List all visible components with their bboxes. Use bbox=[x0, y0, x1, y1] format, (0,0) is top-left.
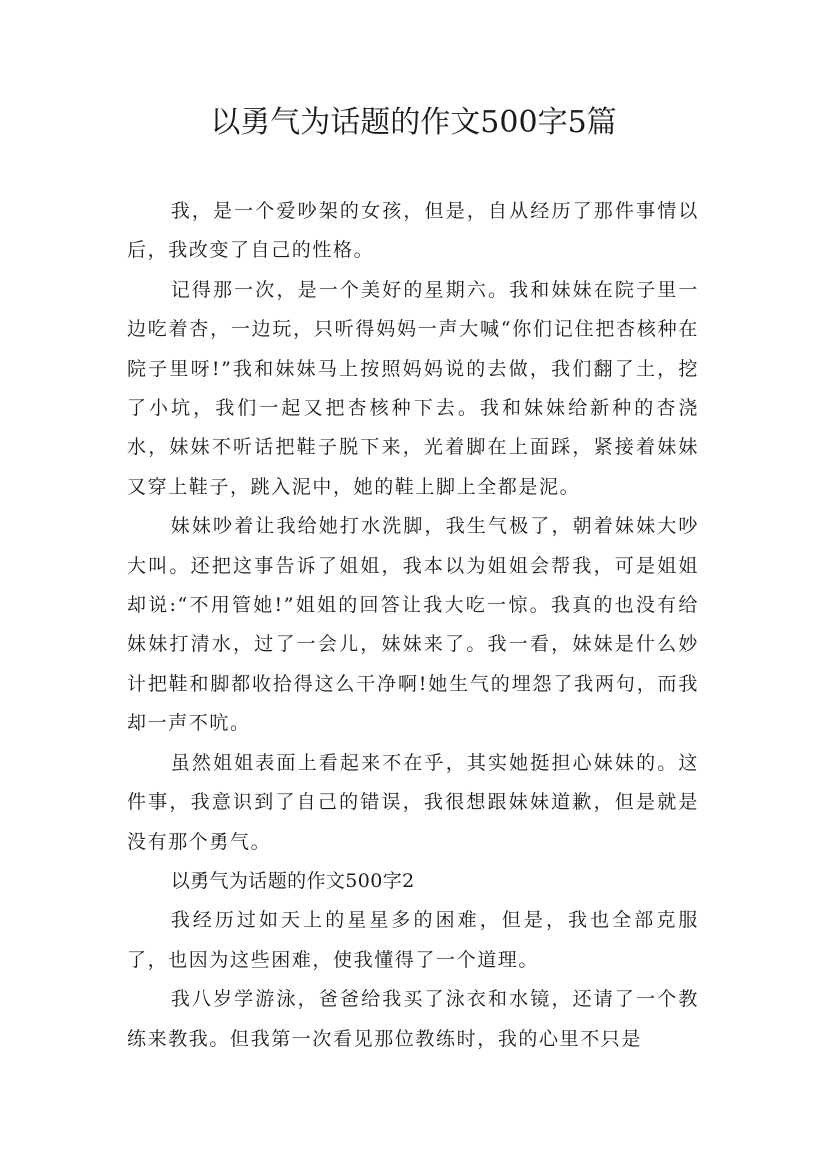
document-body bbox=[127, 192, 699, 1059]
paragraph: 我，是一个爱吵架的女孩，但是，自从经历了那件事情以后，我改变了自己的性格。 bbox=[127, 200, 699, 262]
paragraph: 虽然姐姐表面上看起来不在乎，其实她挺担心妹妹的。这件事，我意识到了自己的错误，我很想跟妹妹道歉，但是就是没有那个勇气。 bbox=[127, 751, 699, 853]
section-heading: 以勇气为话题的作文500字2 bbox=[170, 869, 415, 892]
paragraph: 我经历过如天上的星星多的困难，但是，我也全部克服了，也因为这些困难，使我懂得了一个道理。 bbox=[127, 909, 699, 971]
paragraph: 妹妹吵着让我给她打水洗脚，我生气极了，朝着妹妹大吵大叫。还把这事告诉了姐姐，我本以为姐姐会帮我，可是姐姐却说:“不用管她!”姐姐的回答让我大吃一惊。我真的也没有给妹妹打清水，过了一会儿，妹妹来了。我一看，妹妹是什么妙计把鞋和脚都收拾得这么干净啊!她生气的埋怨了我两句，而我却一声不吭。 bbox=[127, 515, 699, 735]
paragraph: 记得那一次，是一个美好的星期六。我和妹妹在院子里一边吃着杏，一边玩，只听得妈妈一声大喊“你们记住把杏核种在院子里呀!”我和妹妹马上按照妈妈说的去做，我们翻了土，挖了小坑，我们一起又把杏核种下去。我和妹妹给新种的杏浇水，妹妹不听话把鞋子脱下来，光着脚在上面踩，紧接着妹妹又穿上鞋子，跳入泥中，她的鞋上脚上全都是泥。 bbox=[127, 278, 699, 498]
paragraph: 我八岁学游泳，爸爸给我买了泳衣和水镜，还请了一个教练来教我。但我第一次看见那位教练时，我的心里不只是 bbox=[127, 988, 699, 1050]
document-title: 以勇气为话题的作文500字5篇 bbox=[210, 105, 617, 140]
